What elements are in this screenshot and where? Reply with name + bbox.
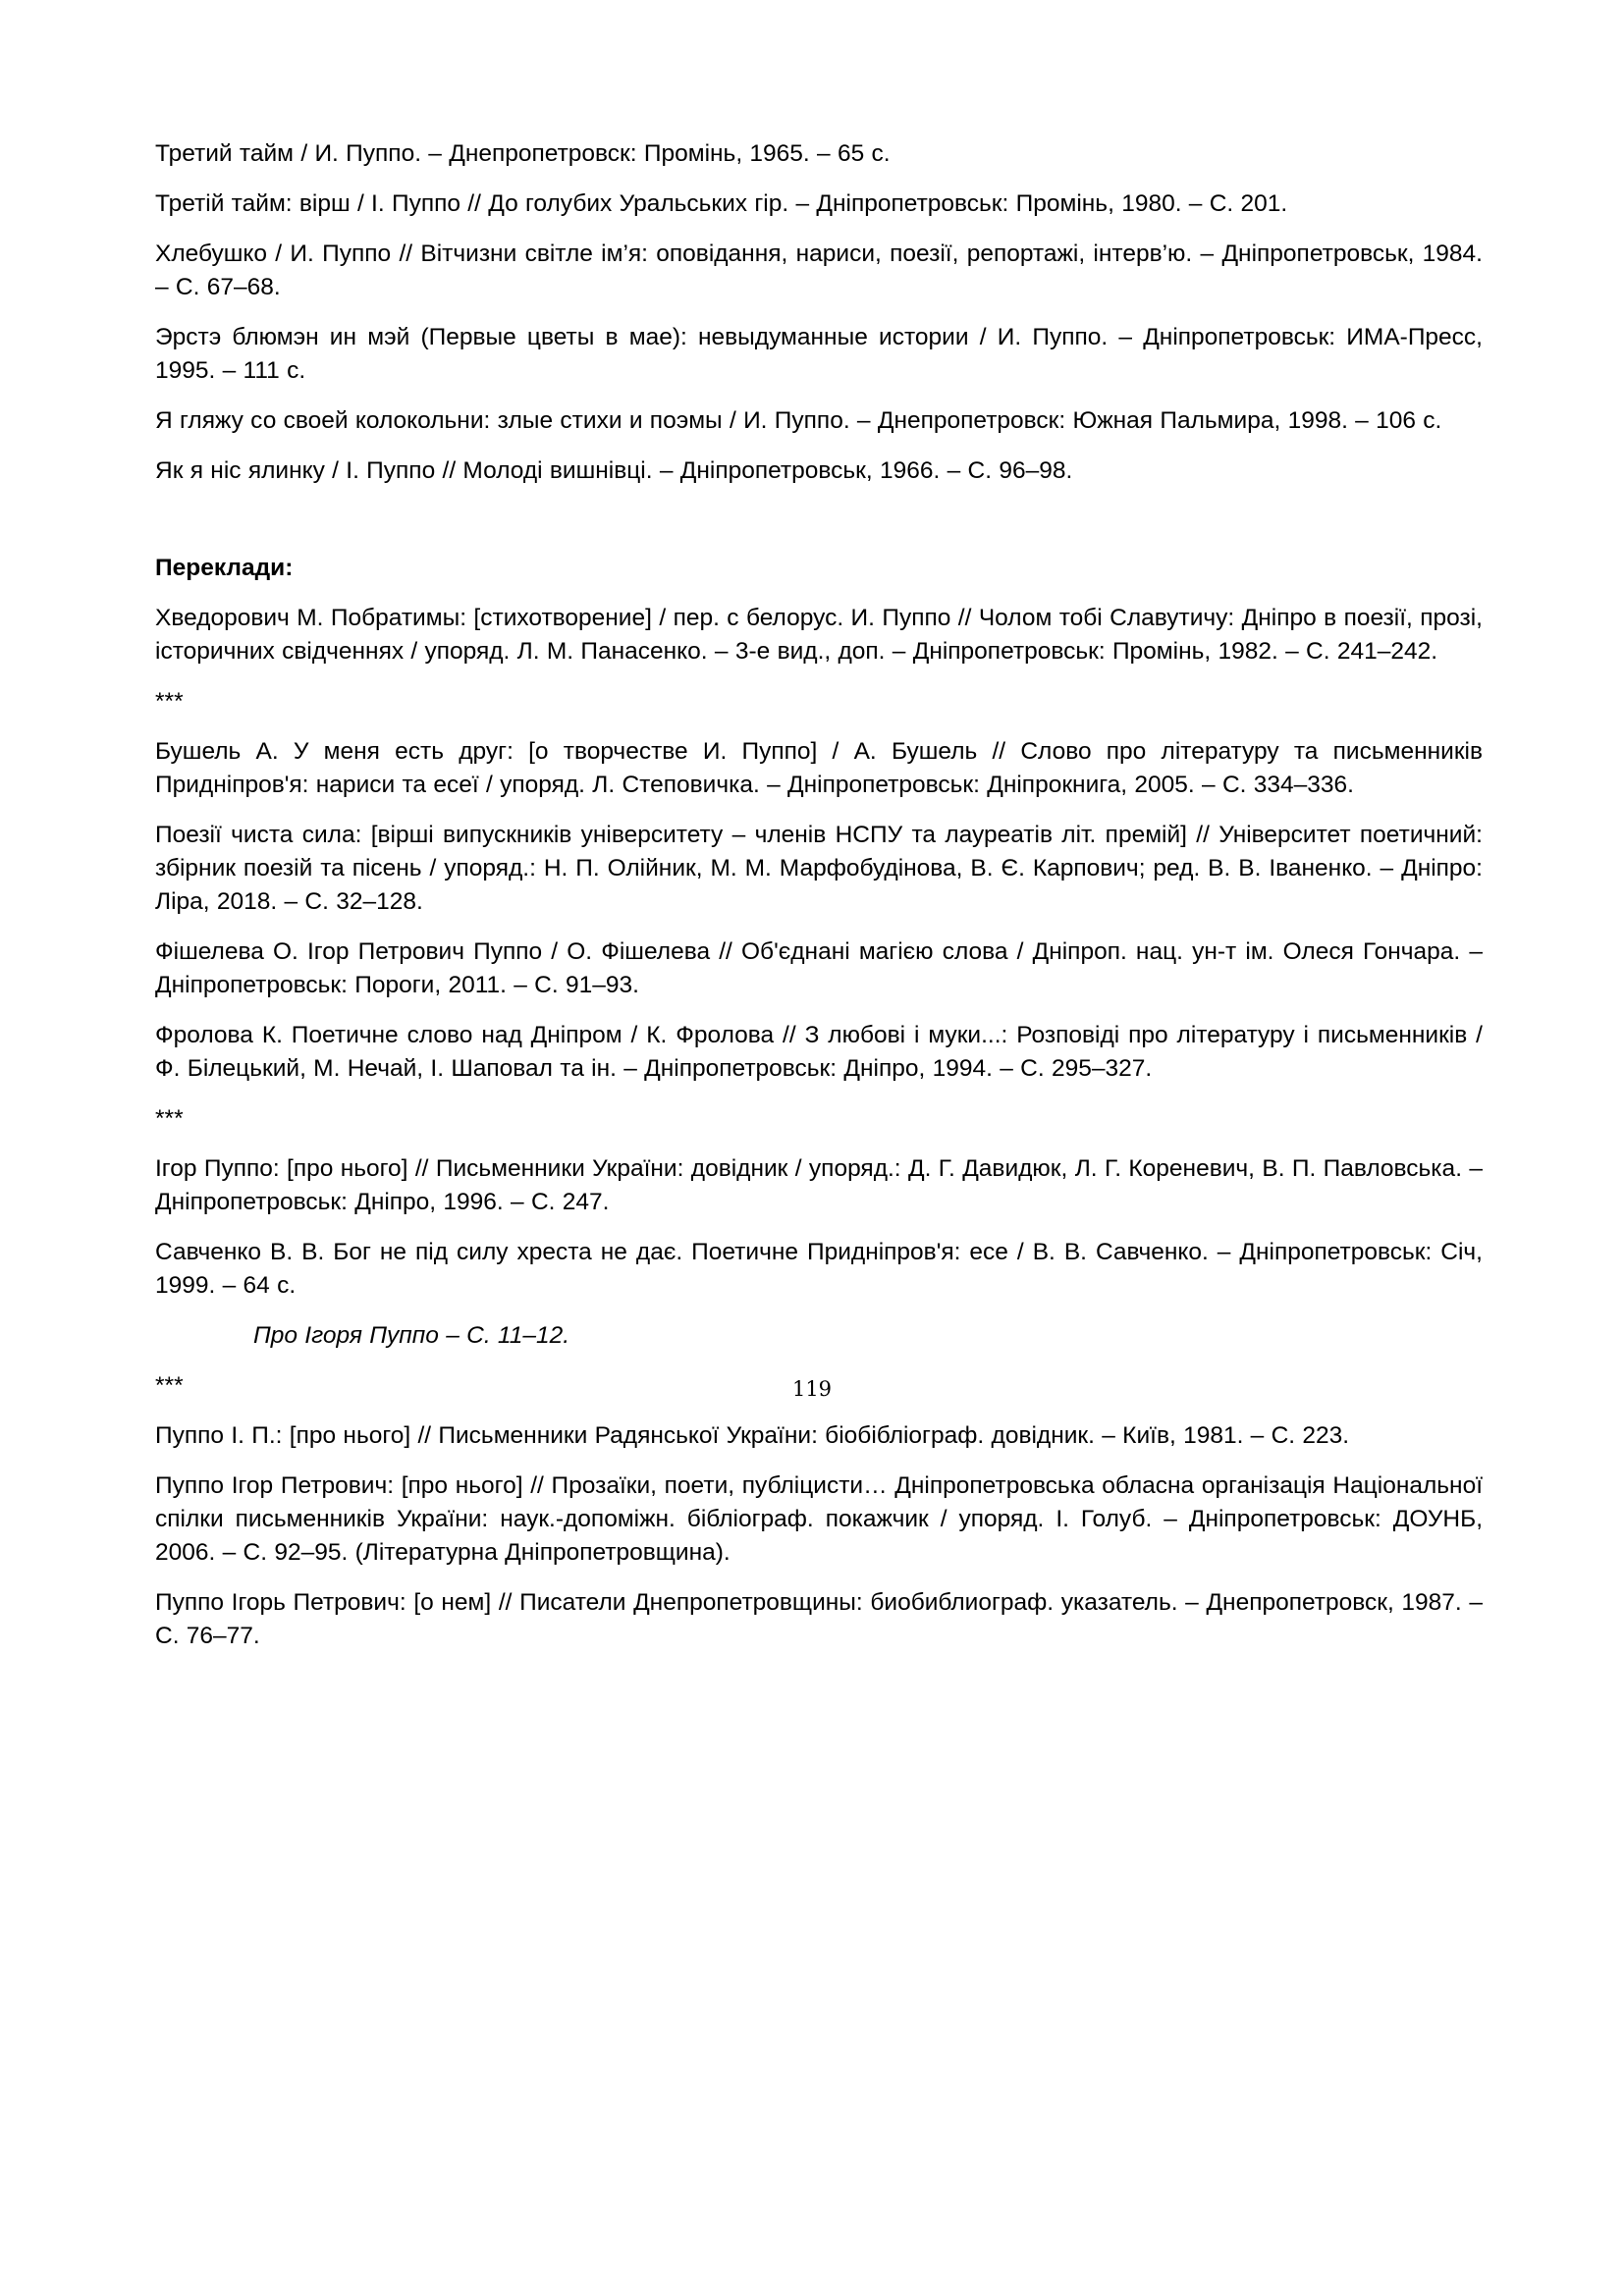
bibliography-entry: Я гляжу со своей колокольни: злые стихи и поэмы / И. Пуппо. – Днепропетровск: Южная Пальмира, 1998. – 106 с. [155,407,1442,434]
section-separator: *** [155,688,184,715]
bibliography-entry: Фролова К. Поетичне слово над Дніпром / К. Фролова // З любові і муки...: Розповіді про літературу і письменників / Ф. Білецький, М. Нечай, І. Шаповал та ін. – Дніпропетровськ: Дніпро, 1994. – С. 295–327. [155,1022,1483,1082]
bibliography-entry: Бушель А. У меня есть друг: [о творчестве И. Пуппо] / А. Бушель // Слово про літературу та письменників Придніпров'я: нариси та есеї / упоряд. Л. Степовичка. – Дніпропетровськ: Дніпрокнига, 2005. – С. 334–336. [155,738,1483,798]
bibliography-entry: Ігор Пуппо: [про нього] // Письменники України: довідник / упоряд.: Д. Г. Давидюк, Л. Г. Кореневич, В. П. Павловська. – Дніпропетровськ: Дніпро, 1996. – С. 247. [155,1155,1483,1215]
bibliography-entry: Эрстэ блюмэн ин мэй (Первые цветы в мае): невыдуманные истории / И. Пуппо. – Дніпропетровськ: ИМА-Пресс, 1995. – 111 с. [155,324,1483,384]
page-number: 119 [791,1377,833,1401]
section-separator: *** [155,1372,184,1399]
bibliography-entry: Хведорович М. Побратимы: [стихотворение] / пер. с белорус. И. Пуппо // Чолом тобі Славутичу: Дніпро в поезії, прозі, історичних свідченнях / упоряд. Л. М. Панасенко. – 3-е вид., доп. – Дніпропетровськ: Промінь, 1982. – С. 241–242. [155,605,1483,665]
bibliography-entry: Савченко В. В. Бог не під силу хреста не дає. Поетичне Придніпров'я: есе / В. В. Савченко. – Дніпропетровськ: Січ, 1999. – 64 с. [155,1239,1483,1299]
bibliography-entry: Третій тайм: вірш / І. Пуппо // До голубих Уральських гір. – Дніпропетровськ: Промінь, 1980. – С. 201. [155,190,1288,217]
section-gap [155,505,1483,552]
page-content [155,137,1483,1670]
bibliography-entry: Пуппо Ігорь Петрович: [о нем] // Писатели Днепропетровщины: биобиблиограф. указатель. – Днепропетровск, 1987. – С. 76–77. [155,1589,1483,1649]
bibliography-entry: Як я ніс ялинку / І. Пуппо // Молоді вишнівці. – Дніпропетровськ, 1966. – С. 96–98. [155,457,1073,484]
section-heading-translations: Переклади: [155,555,294,581]
section-separator: *** [155,1105,184,1132]
bibliography-entry: Фішелева О. Ігор Петрович Пуппо / О. Фішелева // Об'єднані магією слова / Дніпроп. нац. ун-т ім. Олеся Гончара. – Дніпропетровськ: Пороги, 2011. – С. 91–93. [155,938,1483,998]
bibliography-entry: Хлебушко / И. Пуппо // Вітчизни світле ім’я: оповідання, нариси, поезії, репортажі, інтерв’ю. – Дніпропетровськ, 1984. – С. 67–68. [155,240,1483,300]
bibliography-entry: Пуппо Ігор Петрович: [про нього] // Прозаїки, поети, публіцисти… Дніпропетровська обласна організація Національної спілки письменників України: наук.-допоміжн. бібліограф. покажчик / упоряд. І. Голуб. – Дніпропетровськ: ДОУНБ, 2006. – С. 92–95. (Літературна Дніпропетровщина). [155,1472,1483,1566]
bibliography-entry: Пуппо І. П.: [про нього] // Письменники Радянської України: біобібліограф. довідник. – Київ, 1981. – С. 223. [155,1422,1350,1449]
entry-note: Про Ігоря Пуппо – С. 11–12. [253,1322,570,1349]
bibliography-entry: Поезії чиста сила: [вірші випускників університету – членів НСПУ та лауреатів літ. премій] // Університет поетичний: збірник поезій та пісень / упоряд.: Н. П. Олійник, М. М. Марфобудінова, В. Є. Карпович; ред. В. В. Іваненко. – Дніпро: Ліра, 2018. – С. 32–128. [155,822,1483,915]
bibliography-entry: Третий тайм / И. Пуппо. – Днепропетровск: Промінь, 1965. – 65 с. [155,140,891,167]
